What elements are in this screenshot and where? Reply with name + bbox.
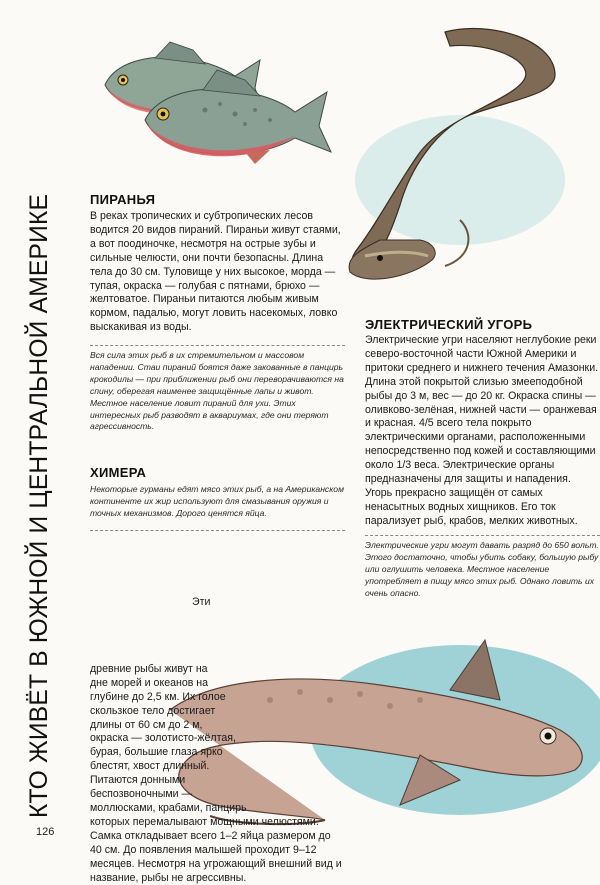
piranha-illustration — [95, 40, 340, 165]
chimera-note: Некоторые гурманы едят мясо этих рыб, а на Американском континенте их жир используют для смазывания оружия и точных механизмов. Дорого ценятся яйца. — [90, 484, 344, 518]
chimera-divider — [90, 530, 345, 531]
chimera-text: Эти древние рыбы живут на дне морей и океанов на глубине до 2,5 км. Их голое скользкое тело достигает длины от 60 см до 2 м, окраска — золотисто-жёлтая, бурая, большие глаза ярко блестят, хвост длинный. Питаются донными беспозвоночными — моллюсками, крабами, панцирь которых перемалывают мощными челюстями. Самка откладывает всего 1–2 яйца размером до 40 см. До появления малышей проходит 9–12 месяцев. Несмотря на угрожающий внешний вид и название, рыбы не агрессивны. — [90, 596, 342, 884]
side-title-text: КТО ЖИВЁТ В ЮЖНОЙ И ЦЕНТРАЛЬНОЙ АМЕРИКЕ — [26, 193, 53, 818]
eel-note: Электрические угри могут давать разряд до 650 вольт. Этого достаточно, чтобы убить собаку, большую рыбу или оглушить человека. Местное население употребляет в пищу мясо этих рыб. Однако ловить их очень опасно. — [365, 540, 599, 598]
chimera-text-block — [90, 534, 345, 884]
piranha-title: ПИРАНЬЯ — [90, 192, 156, 207]
piranha-divider — [90, 345, 345, 346]
electric-eel-illustration — [340, 20, 600, 290]
side-title — [22, 28, 58, 818]
eel-text: Электрические угри населяют неглубокие реки северо-восточной части Южной Америки и притоки среднего и нижнего течения Амазонки. Длина этой покрытой слизью змееподобной рыбы до 3 м, вес — до 20 кг. Окраска спины — оливково-зелёная, нижней части — оранжевая и красная. 4/5 всего тела покрыто электрическими органами, расположенными непосредственно под кожей и составляющими около 1/3 веса. Электрические органы предназначены для защиты и нападения. Угорь прекрасно защищён от самых ненасытных водных хищников. Его ток парализует рыб, крабов, мелких животных. — [365, 334, 599, 527]
eel-title: ЭЛЕКТРИЧЕСКИЙ УГОРЬ — [365, 317, 533, 332]
chimera-title: ХИМЕРА — [90, 465, 147, 480]
page-number: 126 — [36, 826, 55, 838]
piranha-text: В реках тропических и субтропических лесов водится 20 видов пираний. Пираньи живут стаями, а вот поодиночке, несмотря на острые зубы и сильные челюсти, они почти безопасны. Длина тела до 30 см. Туловище у них высокое, морда — тупая, окраска — голубая с пятнами, брюхо — желтоватое. Пираньи питаются любым живым кормом, падалью, могут ловить насекомых, ловко выскакивая из воды. — [90, 210, 341, 334]
piranha-note: Вся сила этих рыб в их стремительном и массовом нападении. Стаи пираний боятся даже закованные в панцирь крокодилы — при приближении рыб они переворачиваются на спину, оберегая наименее защищённые лапы и живот. Местное население ловит пираний для ухи. Этих интересных рыб разводят в аквариумах, где они теряют агрессивность. — [90, 350, 344, 432]
eel-divider — [365, 535, 600, 536]
